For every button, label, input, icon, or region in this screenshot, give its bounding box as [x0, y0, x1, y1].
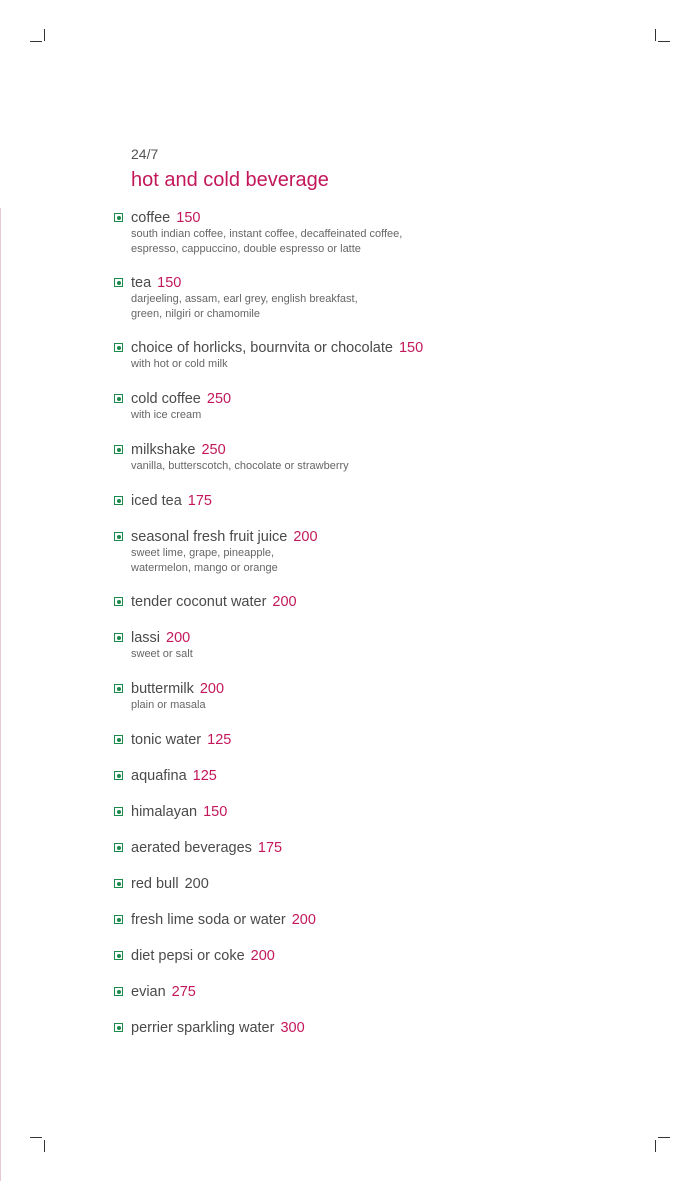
menu-item-line [131, 840, 671, 857]
veg-mark-icon [114, 213, 123, 222]
veg-mark-icon [114, 843, 123, 852]
menu-item-line [131, 1020, 671, 1037]
veg-mark-dot [117, 990, 121, 994]
menu-item-line [131, 340, 671, 357]
menu-item-name: himalayan [131, 804, 198, 820]
menu-item-name: fresh lime soda or water [131, 912, 286, 928]
veg-mark-icon [114, 951, 123, 960]
menu-item-name: tender coconut water [131, 594, 267, 610]
menu-item [131, 594, 671, 611]
page-edge-rule [0, 208, 1, 1181]
menu-item-price: 150 [203, 804, 228, 820]
menu-item-price: 150 [176, 210, 201, 226]
menu-item-description: with ice cream [131, 409, 202, 421]
menu-item-line [131, 804, 671, 821]
veg-mark-dot [117, 738, 121, 742]
menu-item-description: sweet or salt [131, 648, 193, 660]
menu-item-line [131, 948, 671, 965]
menu-item-price: 150 [157, 275, 182, 291]
veg-mark-dot [117, 448, 121, 452]
menu-item-description: plain or masala [131, 699, 206, 711]
menu-item [131, 681, 671, 713]
menu-item-name: diet pepsi or coke [131, 948, 245, 964]
veg-mark-dot [117, 810, 121, 814]
beverage-menu [131, 146, 671, 1036]
menu-item-name: tonic water [131, 732, 202, 748]
menu-item-price: 175 [257, 840, 283, 856]
menu-heading: hot and cold beverage [131, 169, 329, 191]
menu-item-price: 200 [293, 529, 318, 545]
veg-mark-dot [117, 846, 121, 850]
menu-item-price: 300 [280, 1020, 305, 1036]
menu-item [131, 340, 671, 372]
menu-item-line [131, 681, 671, 698]
menu-eyebrow: 24/7 [131, 146, 159, 162]
menu-item-line [131, 442, 671, 459]
menu-item [131, 630, 671, 662]
menu-item [131, 912, 671, 929]
veg-mark-icon [114, 633, 123, 642]
veg-mark-icon [114, 771, 123, 780]
menu-item-price: 175 [187, 493, 212, 509]
menu-item [131, 529, 671, 576]
menu-item-line [131, 732, 671, 749]
menu-item-description: green, nilgiri or chamomile [131, 308, 260, 320]
veg-mark-icon [114, 807, 123, 816]
menu-item-line [131, 529, 671, 546]
menu-item [131, 1020, 671, 1037]
crop-mark-bottom-right-v [655, 1140, 656, 1152]
veg-mark-dot [117, 882, 121, 886]
menu-item-line [131, 912, 671, 929]
veg-mark-dot [117, 216, 121, 220]
crop-mark-bottom-left-h [30, 1137, 42, 1138]
menu-item-price: 150 [398, 340, 424, 356]
menu-item-line [131, 391, 671, 408]
crop-mark-top-left-v [44, 29, 45, 41]
menu-item-name: iced tea [131, 493, 182, 509]
menu-item-price: 200 [166, 630, 191, 646]
veg-mark-dot [117, 281, 121, 285]
menu-item-line [131, 493, 671, 510]
menu-item-description: vanilla, butterscotch, chocolate or strawberry [131, 460, 349, 472]
menu-item [131, 275, 671, 322]
menu-item-price: 200 [291, 912, 316, 928]
menu-item-line [131, 275, 671, 292]
menu-item [131, 948, 671, 965]
menu-item-price: 125 [192, 768, 217, 784]
menu-item [131, 210, 671, 257]
menu-item-price: 250 [206, 391, 232, 407]
veg-mark-dot [117, 918, 121, 922]
menu-item [131, 876, 671, 893]
menu-item-name: perrier sparkling water [131, 1020, 275, 1036]
veg-mark-dot [117, 397, 121, 401]
menu-item-price: 275 [171, 984, 196, 1000]
menu-item-name: choice of horlicks, bournvita or chocolate [131, 340, 393, 356]
menu-item [131, 840, 671, 857]
menu-item [131, 493, 671, 510]
menu-item-name: milkshake [131, 442, 196, 458]
menu-item-description: watermelon, mango or orange [131, 562, 278, 574]
menu-item-description: sweet lime, grape, pineapple, [131, 547, 275, 559]
veg-mark-icon [114, 394, 123, 403]
menu-item-price: 200 [272, 594, 297, 610]
menu-item-line [131, 876, 671, 893]
veg-mark-dot [117, 687, 121, 691]
veg-mark-dot [117, 954, 121, 958]
veg-mark-icon [114, 735, 123, 744]
veg-mark-icon [114, 684, 123, 693]
menu-item-price: 125 [207, 732, 232, 748]
menu-item-name: aquafina [131, 768, 187, 784]
menu-item [131, 768, 671, 785]
menu-item-line [131, 630, 671, 647]
veg-mark-icon [114, 278, 123, 287]
menu-item-description: darjeeling, assam, earl grey, english breakfast, [131, 293, 358, 305]
veg-mark-icon [114, 532, 123, 541]
menu-item-description: south indian coffee, instant coffee, decaffeinated coffee, [131, 228, 403, 240]
menu-item-line [131, 768, 671, 785]
veg-mark-icon [114, 597, 123, 606]
menu-item-description: espresso, cappuccino, double espresso or latte [131, 243, 361, 255]
menu-item-name: buttermilk [131, 681, 194, 697]
veg-mark-dot [117, 636, 121, 640]
veg-mark-icon [114, 343, 123, 352]
menu-item-price: 200 [199, 681, 225, 697]
crop-mark-bottom-right-h [658, 1137, 670, 1138]
menu-item-name: tea [131, 275, 152, 291]
menu-item-price: 250 [201, 442, 226, 458]
menu-item-name: coffee [131, 210, 171, 226]
veg-mark-icon [114, 445, 123, 454]
veg-mark-icon [114, 915, 123, 924]
veg-mark-dot [117, 346, 121, 350]
menu-item-name: cold coffee [131, 391, 201, 407]
menu-item-line [131, 594, 671, 611]
menu-item-price: 200 [250, 948, 275, 964]
menu-item-name: seasonal fresh fruit juice [131, 529, 288, 545]
menu-item-line [131, 210, 671, 227]
veg-mark-icon [114, 496, 123, 505]
crop-mark-top-right-h [658, 41, 670, 42]
veg-mark-dot [117, 499, 121, 503]
menu-item-description: with hot or cold milk [131, 358, 228, 370]
veg-mark-dot [117, 600, 121, 604]
menu-item [131, 442, 671, 474]
veg-mark-dot [117, 535, 121, 539]
menu-item-name: aerated beverages [131, 840, 252, 856]
crop-mark-top-right-v [655, 29, 656, 41]
crop-mark-top-left-h [30, 41, 42, 42]
crop-mark-bottom-left-v [44, 1140, 45, 1152]
menu-item [131, 984, 671, 1001]
menu-item-name: lassi [131, 630, 161, 646]
menu-item [131, 732, 671, 749]
veg-mark-icon [114, 987, 123, 996]
menu-item-line [131, 984, 671, 1001]
menu-item-name: red bull [131, 876, 179, 892]
veg-mark-dot [117, 774, 121, 778]
veg-mark-icon [114, 879, 123, 888]
menu-item-name: evian [131, 984, 166, 1000]
veg-mark-icon [114, 1023, 123, 1032]
veg-mark-dot [117, 1026, 121, 1030]
menu-item [131, 804, 671, 821]
menu-item [131, 391, 671, 423]
menu-item-price: 200 [184, 876, 209, 892]
